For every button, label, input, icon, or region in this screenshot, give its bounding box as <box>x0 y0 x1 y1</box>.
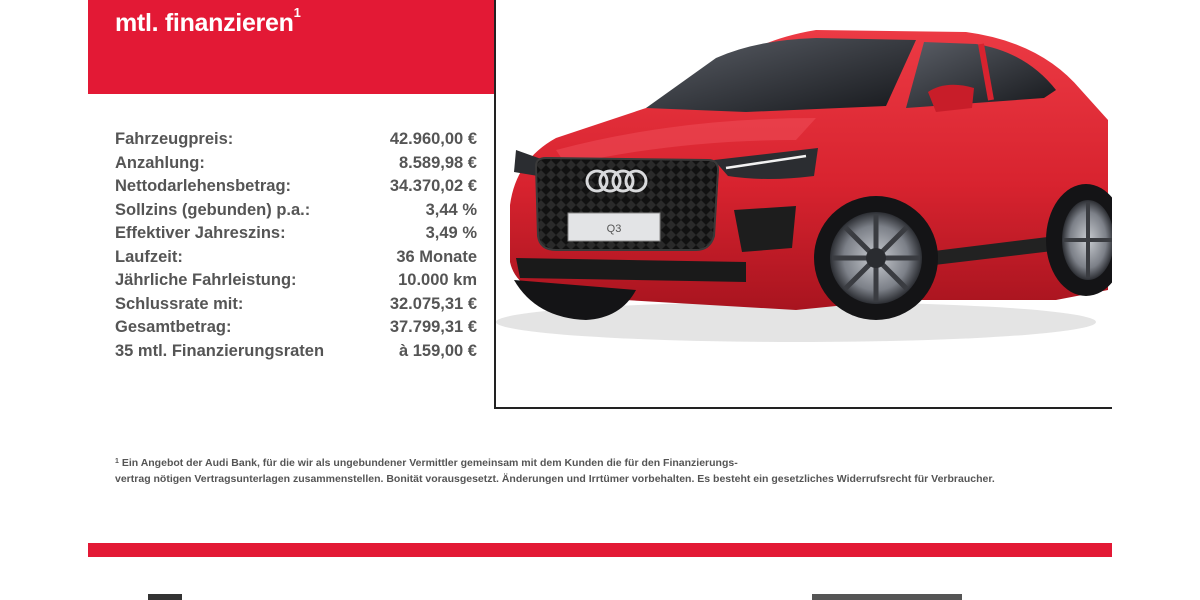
title-footnote-mark: 1 <box>293 5 301 20</box>
finance-label: Schlussrate mit: <box>115 294 244 313</box>
finance-label: Gesamtbetrag: <box>115 318 232 336</box>
finance-value: 34.370,02 € <box>389 177 477 195</box>
header-band <box>88 0 494 94</box>
finance-label: 35 mtl. Finanzierungsraten <box>115 341 325 360</box>
finance-value: 3,49 % <box>425 224 477 242</box>
finance-row-final-installment <box>115 293 477 317</box>
finance-label: Anzahlung: <box>115 153 205 172</box>
finance-row-effective-rate <box>115 222 477 246</box>
finance-label: Jährliche Fahrleistung: <box>115 271 297 289</box>
finance-label: Nettodarlehensbetrag: <box>115 177 292 195</box>
finance-value: à 159,00 € <box>399 341 477 360</box>
car-photo <box>494 0 1112 409</box>
finance-label: Fahrzeugpreis: <box>115 130 234 148</box>
finance-table <box>115 128 477 363</box>
finance-row-net-loan <box>115 175 477 199</box>
finance-value: 10.000 km <box>398 271 477 289</box>
finance-label: Effektiver Jahreszins: <box>115 224 286 242</box>
page-title-text: mtl. finanzieren <box>115 9 294 37</box>
finance-row-total-amount <box>115 316 477 340</box>
car-illustration <box>496 0 1112 407</box>
page-title <box>115 5 301 38</box>
finance-value: 37.799,31 € <box>389 318 477 336</box>
license-plate-text: Q3 <box>606 223 622 235</box>
finance-row-term <box>115 246 477 270</box>
car-mirror <box>928 85 974 112</box>
footnote <box>115 455 1075 487</box>
finance-row-down-payment <box>115 152 477 176</box>
bottom-logo-fragment-left <box>148 594 182 600</box>
finance-value: 32.075,31 € <box>389 294 477 313</box>
front-wheel <box>814 196 938 320</box>
finance-label: Sollzins (gebunden) p.a.: <box>115 200 311 219</box>
side-intake <box>734 206 796 252</box>
finance-value: 3,44 % <box>425 200 477 219</box>
lower-intake <box>516 258 746 282</box>
finance-row-borrowing-rate <box>115 199 477 223</box>
footnote-line-1 <box>115 455 1075 471</box>
finance-row-annual-mileage <box>115 269 477 293</box>
footnote-line-2: vertrag nötigen Vertragsunterlagen zusammenstellen. Bonität vorausgesetzt. Änderungen und Irrtümer vorbehalten. Es besteht ein gesetzliches Widerrufsrecht für Verbraucher. <box>115 473 995 485</box>
bottom-logo-fragment-right <box>812 594 962 600</box>
finance-value: 8.589,98 € <box>399 153 477 172</box>
footer-stripe <box>88 543 1112 557</box>
finance-label: Laufzeit: <box>115 247 183 266</box>
finance-row-vehicle-price <box>115 128 477 152</box>
car-windshield <box>646 38 916 112</box>
footnote-text-1: Ein Angebot der Audi Bank, für die wir als ungebundener Vermittler gemeinsam mit dem Kunden die für den Finanzierungs- <box>121 457 738 469</box>
footnote-mark: 1 <box>115 458 119 465</box>
finance-row-monthly-rates <box>115 340 477 364</box>
finance-value: 36 Monate <box>396 247 477 266</box>
finance-value: 42.960,00 € <box>389 130 477 148</box>
